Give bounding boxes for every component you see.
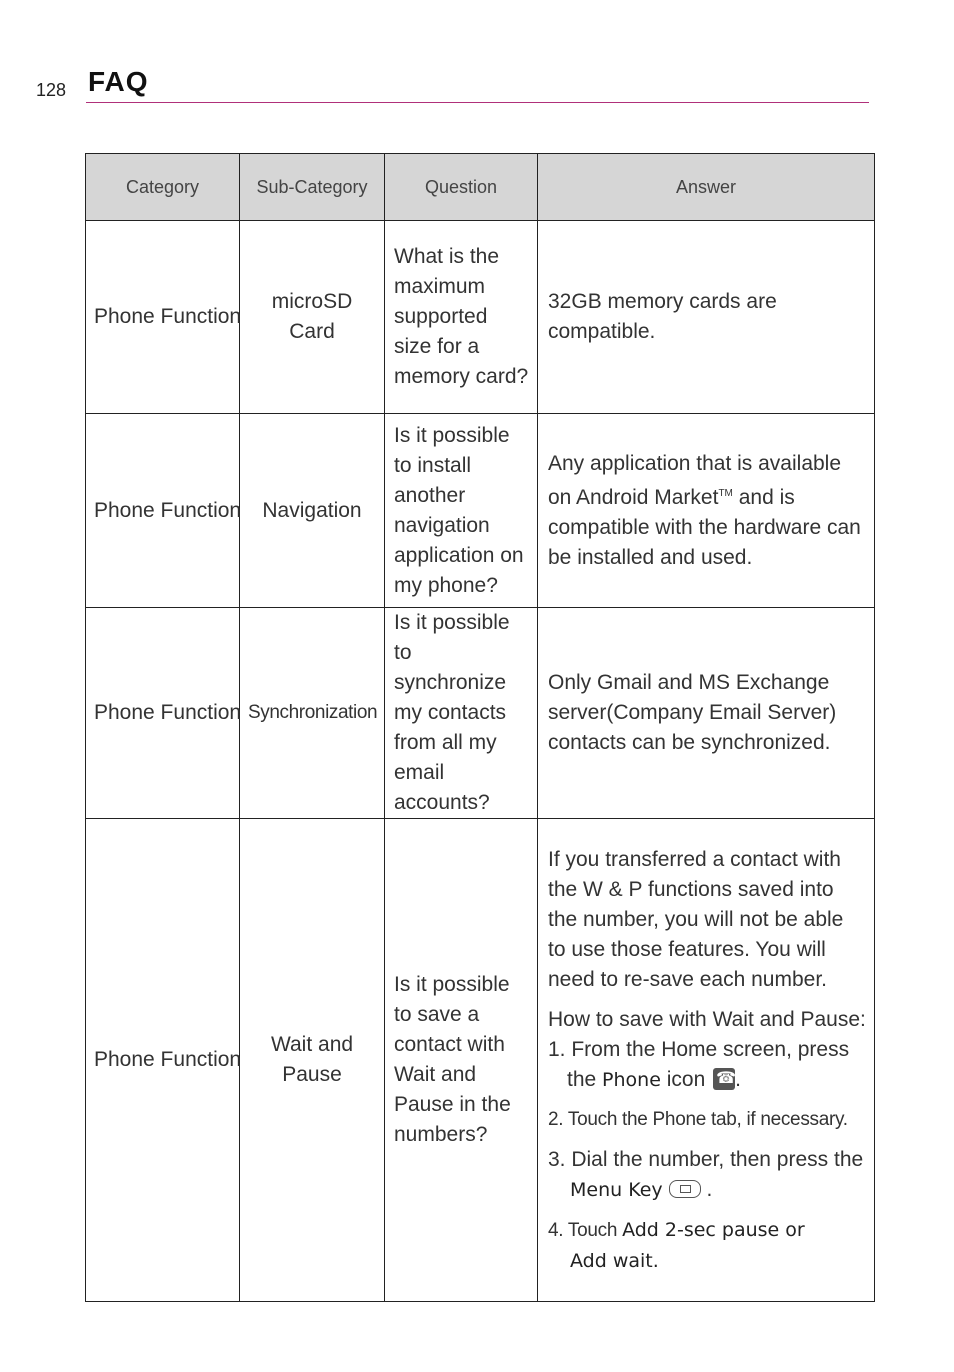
step-1-continued [548,1065,866,1095]
cell-category: Phone Function [86,414,240,608]
step-2: 2. Touch the Phone tab, if necessary. [548,1108,848,1130]
page-title: FAQ [88,66,149,97]
step-3-end: . [700,1177,713,1201]
cell-subcategory: microSD Card [240,221,385,414]
cell-subcategory: Navigation [240,414,385,608]
step-4-or: or [779,1218,805,1241]
step-3-bold: Menu Key [570,1178,663,1201]
step-4-continued [548,1246,866,1276]
step-1 [548,1035,866,1065]
table-row [86,608,875,819]
header-category: Category [86,154,240,221]
menu-key-icon [669,1180,701,1198]
step-4 [548,1215,866,1246]
trademark-mark: TM [718,487,733,499]
cell-answer: Only Gmail and MS Exchange server(Company Email Server) contacts can be synchronized. [538,608,875,819]
header-subcategory: Sub-Category [240,154,385,221]
cell-category: Phone Function [86,608,240,819]
cell-answer: 32GB memory cards are compatible. [538,221,875,414]
table-row [86,221,875,414]
table-row [86,414,875,608]
cell-answer [538,819,875,1302]
step-1-bold: Phone [602,1068,661,1091]
answer-text-continued: and is compatible with the hardware can be installed and used. [548,485,861,569]
cell-subcategory: Synchronization [240,608,385,819]
cell-question: Is it possible to synchronize my contacts from all my email accounts? [385,608,538,819]
step-3: 3. Dial the number, then press the [548,1147,864,1171]
step-1-text: 1. From the Home screen, press [548,1037,850,1061]
header-answer: Answer [538,154,875,221]
table-row [86,819,875,1302]
step-4-bold-1: Add 2-sec pause [622,1218,780,1241]
step-1-text-c: icon [660,1067,706,1091]
phone-app-icon [713,1068,735,1090]
table-header-row [86,154,875,221]
faq-table [85,153,875,1302]
answer-text: Any application that is available on Android Market [548,451,842,509]
cell-subcategory: Wait and Pause [240,819,385,1302]
header-question: Question [385,154,538,221]
step-3-continued [548,1175,866,1205]
step-4-text: 4. Touch [548,1219,623,1241]
cell-question: What is the maximum supported size for a memory card? [385,221,538,414]
cell-category: Phone Function [86,819,240,1302]
answer-howto: How to save with Wait and Pause: [548,1007,866,1031]
title-rule [86,102,869,103]
cell-question: Is it possible to install another navigation application on my phone? [385,414,538,608]
cell-category: Phone Function [86,221,240,414]
page-number: 128 [36,80,67,100]
cell-answer [538,414,875,608]
answer-intro: If you transferred a contact with the W & P functions saved into the number, you will not be able to use those features. You will need to re-save each number. [548,847,844,991]
step-4-bold-2: Add wait. [570,1249,659,1272]
step-1-text-b: the [567,1067,603,1091]
step-1-end: . [735,1067,741,1091]
cell-question: Is it possible to save a contact with Wait and Pause in the numbers? [385,819,538,1302]
